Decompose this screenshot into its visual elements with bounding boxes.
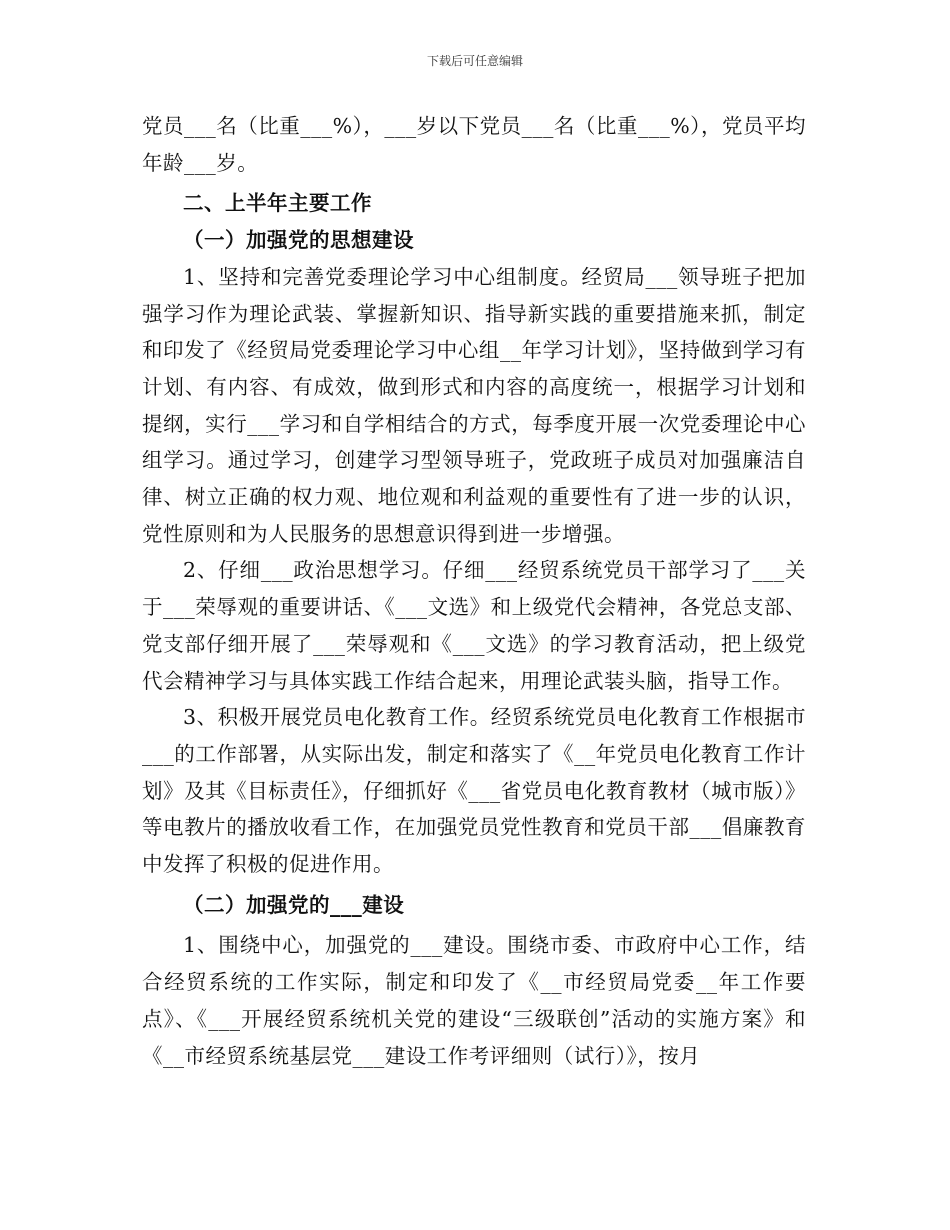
paragraph: 2、仔细___政治思想学习。仔细___经贸系统党员干部学习了___关于___荣辱观的重要讲话、《___文选》和上级党代会精神，各党总支部、党支部仔细开展了___荣辱观和《___文选》的学习教育活动，把上级党代会精神学习与具体实践工作结合起来，用理论武装头脑，指导工作。 xyxy=(142,558,806,693)
page-header: 下载后可任意编辑 xyxy=(426,54,523,68)
section-heading: 二、上半年主要工作 xyxy=(183,191,372,216)
paragraph: 1、坚持和完善党委理论学习中心组制度。经贸局___领导班子把加强学习作为理论武装、掌握新知识、指导新实践的重要措施来抓，制定和印发了《经贸局党委理论学习中心组__年学习计划》，坚持做到学习有计划、有内容、有成效，做到形式和内容的高度统一，根据学习计划和提纲，实行___学习和自学相结合的方式，每季度开展一次党委理论中心组学习。通过学习，创建学习型领导班子，党政班子成员对加强廉洁自律、树立正确的权力观、地位观和利益观的重要性有了进一步的认识，党性原则和为人民服务的思想意识得到进一步增强。 xyxy=(142,264,806,546)
subsection-heading: （一）加强党的思想建设 xyxy=(183,228,414,253)
paragraph: 1、围绕中心，加强党的___建设。围绕市委、市政府中心工作，结合经贸系统的工作实际，制定和印发了《__市经贸局党委__年工作要点》、《___开展经贸系统机关党的建设“三级联创”活动的实施方案》和《__市经贸系统基层党___建设工作考评细则（试行）》，按月 xyxy=(142,933,806,1068)
intro-paragraph: 党员___名（比重___%），___岁以下党员___名（比重___%），党员平均年龄___岁。 xyxy=(142,114,806,175)
document-body xyxy=(142,108,806,1074)
paragraph: 3、积极开展党员电化教育工作。经贸系统党员电化教育工作根据市___的工作部署，从实际出发，制定和落实了《__年党员电化教育工作计划》及其《目标责任》，仔细抓好《___省党员电化教育教材（城市版）》等电教片的播放收看工作，在加强党员党性教育和党员干部___倡廉教育中发挥了积极的促进作用。 xyxy=(142,705,806,877)
subsection-heading: （二）加强党的___建设 xyxy=(183,892,405,917)
